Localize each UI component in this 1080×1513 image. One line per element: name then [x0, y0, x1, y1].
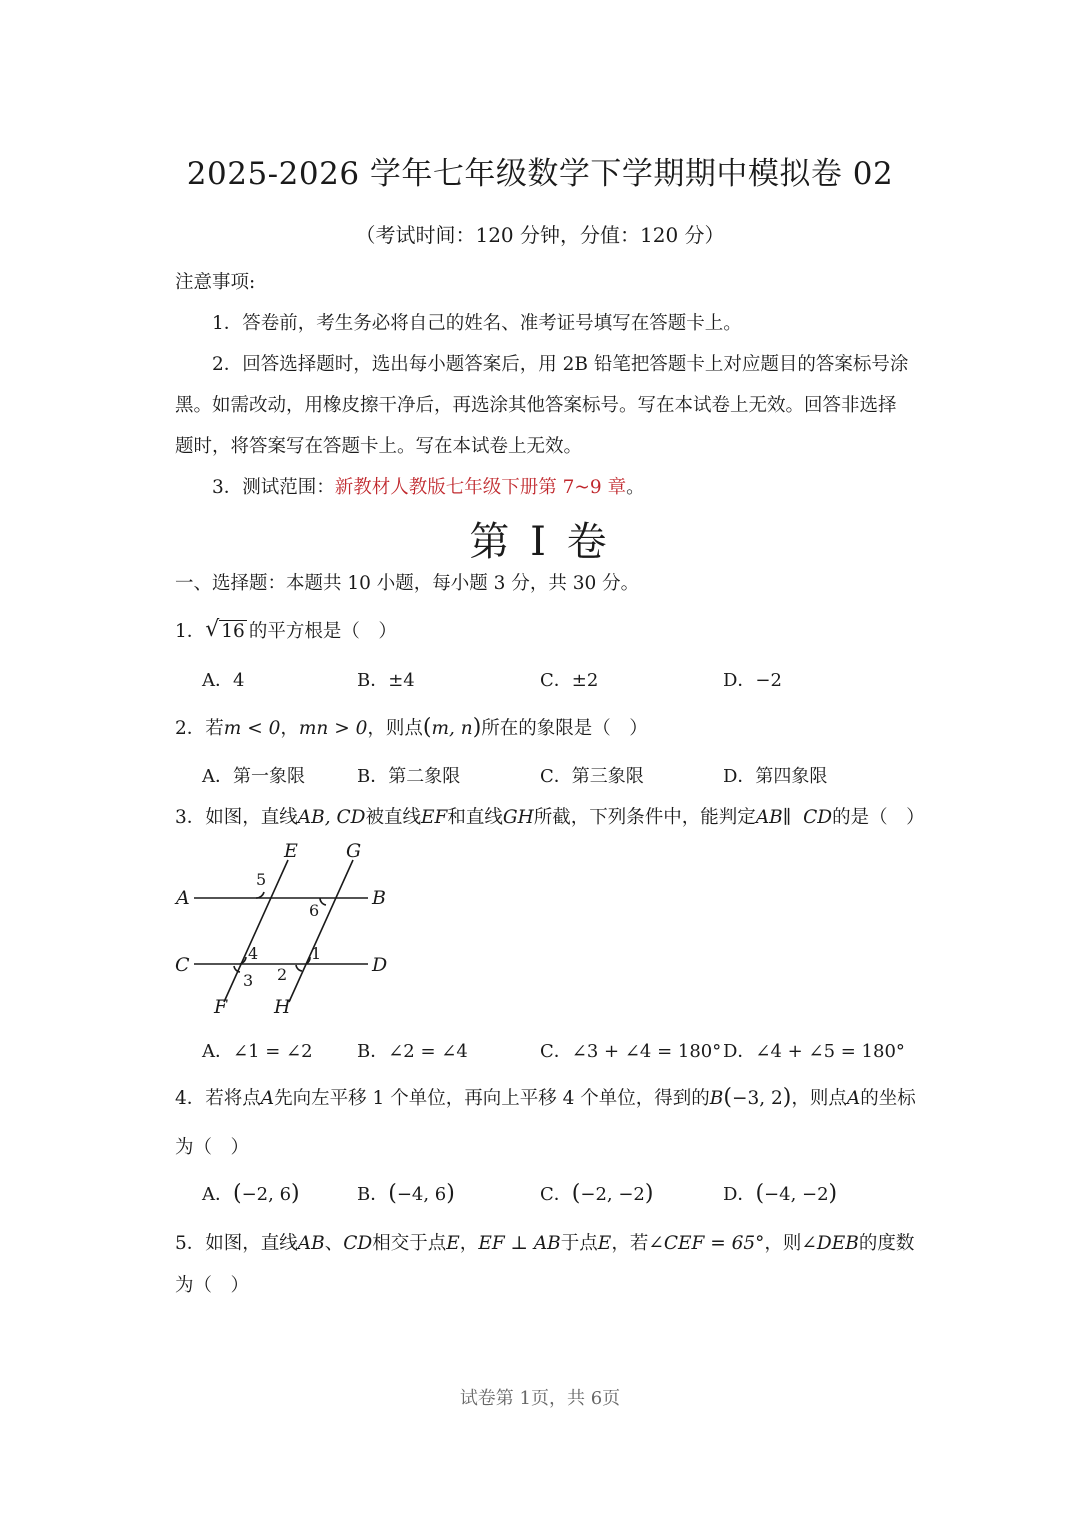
angle-5-arc	[256, 892, 264, 898]
angle-2-arc	[296, 965, 302, 971]
radical-sign-icon: √	[205, 617, 220, 642]
page-footer: 试卷第 1页，共 6页	[459, 1388, 621, 1409]
question-1	[175, 617, 397, 643]
q5-e: E	[446, 1233, 460, 1254]
q5-ab: AB	[297, 1233, 325, 1254]
notice-item-1: 1．答卷前，考生务必将自己的姓名、准考证号填写在答题卡上。	[212, 313, 742, 334]
notice-item-2-line-3: 题时，将答案写在答题卡上。写在本试卷上无效。	[175, 436, 583, 457]
q1-text: 的平方根是（ ）	[248, 621, 397, 642]
test-scope: 新教材人教版七年级下册第 7~9 章	[334, 477, 627, 498]
question-3	[175, 803, 925, 829]
q2-sep: ，	[280, 718, 299, 739]
right-paren-icon: )	[472, 715, 482, 740]
right-paren-icon: )	[782, 1085, 792, 1110]
page-title: 2025-2026 学年七年级数学下学期期中模拟卷 02	[186, 156, 894, 192]
question-4	[175, 1084, 916, 1110]
q5-perp: EF ⊥ AB	[478, 1233, 561, 1254]
label-angle-2: 2	[277, 965, 288, 984]
q4-option-d-value: −4, −2	[764, 1184, 829, 1205]
q4-point-b: B	[709, 1088, 724, 1109]
q4-t1: 先向左平移 1 个单位，再向上平移 4 个单位，得到的	[274, 1088, 710, 1109]
radicand: 16	[221, 621, 245, 642]
q5-t7: 的度数	[858, 1233, 915, 1254]
q2-option-c: C．第三象限	[540, 766, 644, 787]
q3-figure	[170, 838, 400, 1023]
right-paren-icon: )	[644, 1181, 654, 1206]
left-paren-icon: (	[755, 1181, 765, 1206]
q5-line-2: 为（ ）	[175, 1275, 250, 1296]
label-h: H	[274, 996, 291, 1018]
q5-e-2: E	[597, 1233, 612, 1254]
notice-item-3-suffix: 。	[626, 477, 645, 498]
sqrt-expression	[205, 617, 247, 642]
q4-option-d	[723, 1180, 837, 1206]
q1-option-b: B．±4	[357, 670, 415, 691]
left-paren-icon: (	[723, 1085, 732, 1110]
label-d: D	[372, 954, 388, 976]
label-b: B	[372, 887, 386, 909]
label-g: G	[346, 840, 362, 862]
q5-t1: 、	[324, 1233, 344, 1254]
q3-line-gh: GH	[502, 807, 534, 828]
q4-option-d-label: D．	[723, 1184, 756, 1205]
notice-item-3	[212, 473, 645, 499]
q5-t4: 于点	[560, 1233, 598, 1254]
q4-option-a	[202, 1180, 300, 1206]
q2-text: 所在的象限是（ ）	[481, 718, 648, 739]
q5-cd: CD	[343, 1233, 373, 1254]
q3-line-ef: EF	[421, 807, 448, 828]
q4-coord: −3, 2	[731, 1088, 783, 1109]
line-gh	[289, 860, 353, 1002]
q2-point: m, n	[431, 718, 473, 739]
label-angle-3: 3	[243, 971, 254, 990]
question-5	[175, 1229, 914, 1255]
notice-item-2-line-2: 黑。如需改动，用橡皮擦干净后，再选涂其他答案标号。写在本试卷上无效。回答非选择	[175, 395, 897, 416]
label-a: A	[176, 887, 190, 909]
q4-option-c-label: C．	[540, 1184, 572, 1205]
q3-cd: CD	[803, 807, 833, 828]
label-angle-4: 4	[248, 944, 259, 963]
q4-point-a-2: A	[846, 1088, 861, 1109]
q4-line-2: 为（ ）	[175, 1137, 250, 1158]
q4-option-b-value: −4, 6	[396, 1184, 447, 1205]
q2-mid: ，则点	[367, 718, 423, 739]
q4-option-c	[540, 1180, 653, 1206]
q3-option-c: C．∠3 + ∠4 = 180°	[540, 1041, 722, 1062]
q2-number: 2．若	[175, 718, 224, 739]
q3-number: 3．如图，直线	[175, 807, 298, 828]
exam-info: （考试时间：120 分钟，分值：120 分）	[355, 223, 725, 247]
right-paren-icon: )	[291, 1181, 300, 1206]
q2-cond-2: mn > 0	[298, 718, 368, 739]
q2-option-d: D．第四象限	[723, 766, 828, 787]
right-paren-icon: )	[446, 1181, 455, 1206]
notice-heading: 注意事项:	[175, 272, 256, 293]
section-intro: 一、选择题：本题共 10 小题，每小题 3 分，共 30 分。	[175, 573, 640, 594]
angle-6-arc	[320, 898, 326, 905]
q2-option-a: A．第一象限	[202, 766, 305, 787]
q3-t3: 所截，下列条件中，能判定	[533, 807, 756, 828]
q3-option-d: D．∠4 + ∠5 = 180°	[723, 1041, 905, 1062]
q4-option-a-value: −2, 6	[241, 1184, 292, 1205]
q3-ab: AB∥	[755, 807, 792, 828]
question-2	[175, 714, 648, 740]
q5-t3: ，	[459, 1233, 479, 1254]
label-f: F	[214, 996, 228, 1018]
q1-number: 1．	[175, 621, 206, 642]
right-paren-icon: )	[828, 1181, 838, 1206]
q2-option-b: B．第二象限	[357, 766, 461, 787]
q5-t2: 相交于点	[372, 1233, 447, 1254]
q3-lines: AB, CD	[297, 807, 366, 828]
q3-option-b: B．∠2 = ∠4	[357, 1041, 468, 1062]
notice-item-2-line-1: 2．回答选择题时，选出每小题答案后，用 2B 铅笔把答题卡上对应题目的答案标号涂	[212, 354, 909, 375]
q3-t1: 被直线	[365, 807, 422, 828]
q5-t5: ，若	[611, 1233, 649, 1254]
left-paren-icon: (	[388, 1181, 397, 1206]
q1-option-d: D．−2	[723, 670, 782, 691]
q4-option-b	[357, 1180, 455, 1206]
q3-option-a: A．∠1 = ∠2	[202, 1041, 313, 1062]
q2-cond-1: m < 0	[223, 718, 281, 739]
q4-option-b-label: B．	[357, 1184, 389, 1205]
q4-t2: ，则点	[791, 1088, 847, 1109]
q4-t3: 的坐标	[860, 1088, 916, 1109]
label-e: E	[284, 840, 298, 862]
label-angle-6: 6	[309, 901, 320, 920]
left-paren-icon: (	[233, 1181, 242, 1206]
q4-option-c-value: −2, −2	[580, 1184, 645, 1205]
q5-target: ∠DEB	[801, 1233, 859, 1254]
label-angle-1: 1	[311, 944, 322, 963]
q1-option-a: A．4	[202, 670, 245, 691]
left-paren-icon: (	[571, 1181, 581, 1206]
section-title: 第 I 卷	[469, 519, 611, 565]
label-c: C	[175, 954, 190, 976]
left-paren-icon: (	[422, 715, 432, 740]
q5-t6: ，则	[764, 1233, 802, 1254]
q3-t2: 和直线	[447, 807, 503, 828]
q1-option-c: C．±2	[540, 670, 599, 691]
q5-number: 5．如图，直线	[175, 1233, 298, 1254]
q3-t4: 的是（ ）	[832, 807, 925, 828]
q4-option-a-label: A．	[202, 1184, 233, 1205]
label-angle-5: 5	[256, 870, 267, 889]
q4-number: 4．若将点	[175, 1088, 261, 1109]
q5-angle: ∠CEF = 65°	[648, 1233, 765, 1254]
q4-point-a: A	[260, 1088, 275, 1109]
notice-item-3-prefix: 3．测试范围：	[212, 477, 335, 498]
